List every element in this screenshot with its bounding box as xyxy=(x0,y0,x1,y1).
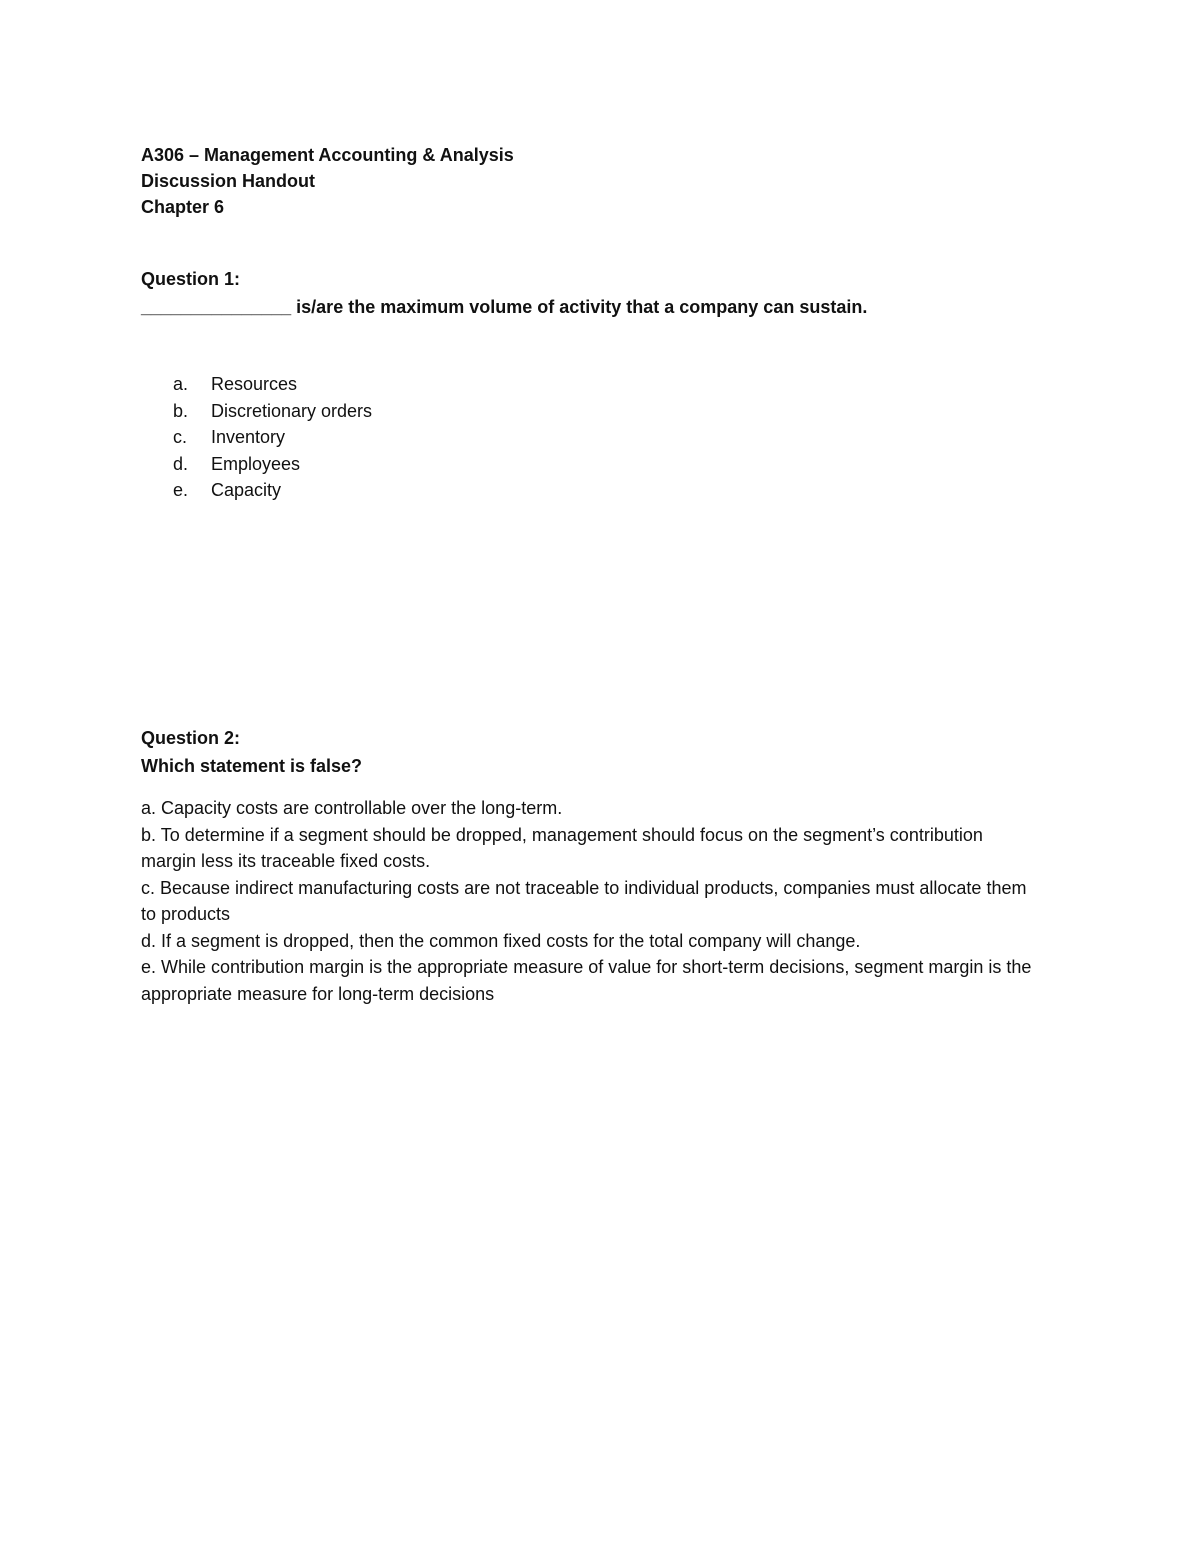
option-letter: d. xyxy=(173,453,189,474)
option-b xyxy=(173,398,372,425)
document-header xyxy=(141,142,514,220)
statement-b: b. To determine if a segment should be dropped, management should focus on the segment’s contribution margin less its traceable fixed costs. xyxy=(141,824,983,871)
question-2 xyxy=(141,724,1071,780)
option-text: Capacity xyxy=(211,480,282,500)
option-text: Employees xyxy=(211,453,301,474)
question-1-options xyxy=(173,371,372,504)
question-1 xyxy=(141,265,1071,321)
course-title: A306 – Management Accounting & Analysis xyxy=(141,145,514,165)
statement-a: a. Capacity costs are controllable over the long-term. xyxy=(141,798,563,818)
statement-c: c. Because indirect manufacturing costs are not traceable to individual products, companies must allocate them to products xyxy=(141,877,1027,924)
option-a xyxy=(173,371,372,398)
option-letter: a. xyxy=(173,374,189,394)
question-1-heading: Question 1: xyxy=(141,269,241,289)
question-2-statements xyxy=(141,795,1041,1007)
question-2-heading: Question 2: xyxy=(141,728,241,748)
option-letter: e. xyxy=(173,480,189,500)
option-e xyxy=(173,477,372,504)
question-2-prompt: Which statement is false? xyxy=(141,756,363,776)
option-letter: b. xyxy=(173,400,189,421)
statement-d: d. If a segment is dropped, then the common fixed costs for the total company will change. xyxy=(141,930,861,951)
chapter-label: Chapter 6 xyxy=(141,197,225,217)
option-text: Resources xyxy=(211,374,298,394)
option-d xyxy=(173,451,372,478)
statement-e: e. While contribution margin is the appropriate measure of value for short-term decisions, segment margin is the appropriate measure for long-term decisions xyxy=(141,957,1032,1004)
option-c xyxy=(173,424,372,451)
option-text: Inventory xyxy=(211,427,286,447)
question-1-prompt: _______________ is/are the maximum volume of activity that a company can sustain. xyxy=(141,297,868,317)
option-letter: c. xyxy=(173,427,188,447)
option-text: Discretionary orders xyxy=(211,400,373,421)
document-type: Discussion Handout xyxy=(141,171,316,191)
